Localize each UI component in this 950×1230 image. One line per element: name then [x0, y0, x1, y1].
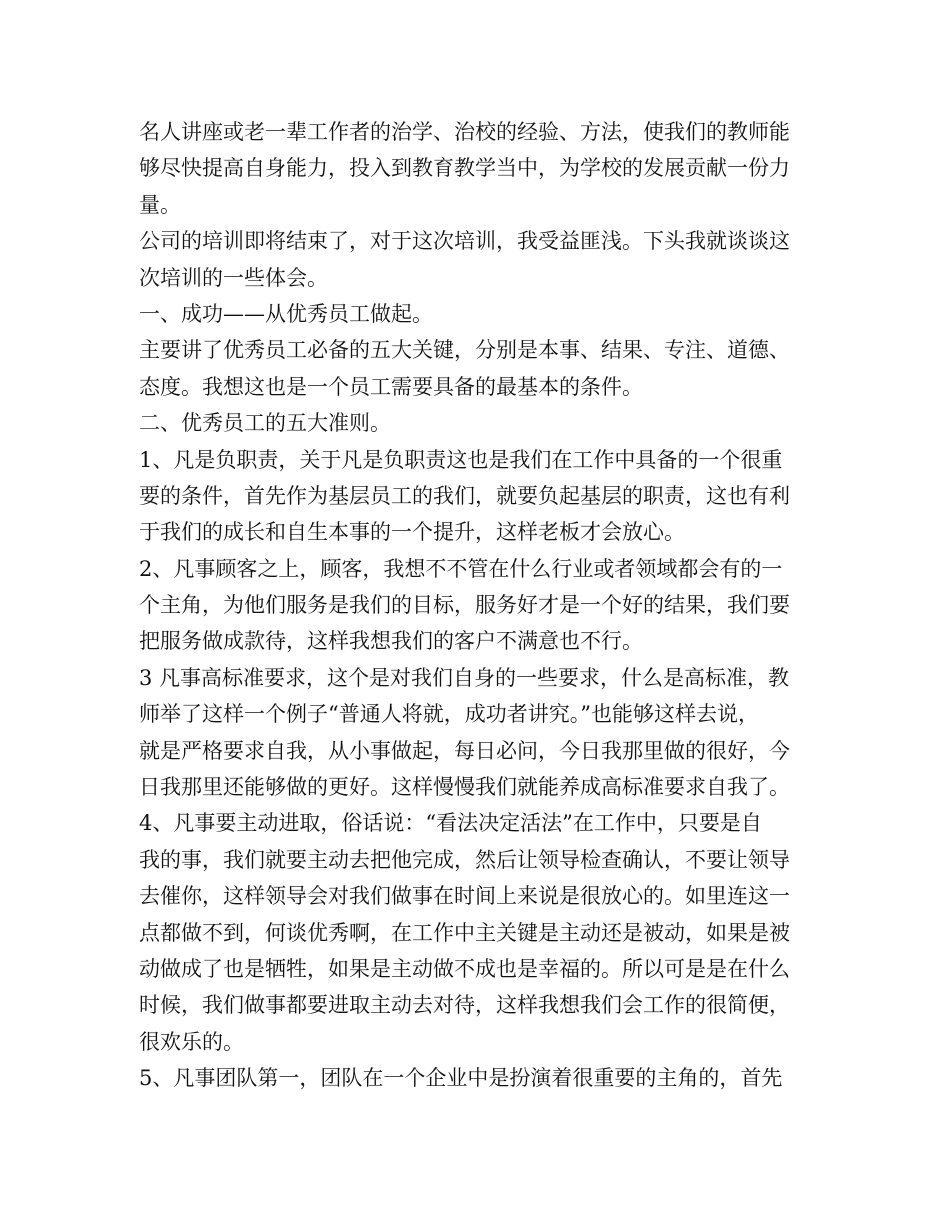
text-line: 名人讲座或老一辈工作者的治学、治校的经验、方法，使我们的教师能 [139, 120, 790, 144]
text-line: 时候，我们做事都要进取主动去对待，这样我想我们会工作的很简便， [139, 993, 790, 1018]
text-line: 去催你，这样领导会对我们做事在时间上来说是很放心的。如里连这一 [139, 884, 790, 909]
text-line: 态度。我想这也是一个员工需要具备的最基本的条件。 [139, 374, 643, 399]
text-line: 够尽快提高自身能力，投入到教育教学当中，为学校的发展贡献一份力 [139, 156, 790, 181]
text-line: 日我那里还能够做的更好。这样慢慢我们就能养成高标准要求自我了。 [139, 775, 790, 800]
section-heading: 二、优秀员工的五大准则。 [139, 411, 391, 436]
text-line: 把服务做成款待，这样我想我们的客户不满意也不行。 [139, 629, 643, 654]
list-item-line: 2、凡事顾客之上，顾客，我想不不管在什么行业或者领域都会有的一 [139, 556, 783, 581]
text-line: 要的条件，首先作为基层员工的我们，就要负起基层的职责，这也有利 [139, 483, 790, 508]
text-line: 主要讲了优秀员工必备的五大关键，分别是本事、结果、专注、道德、 [139, 338, 790, 363]
text-line: 师举了这样一个例子“普通人将就，成功者讲究。”也能够这样去说， [139, 702, 759, 727]
section-heading: 一、成功——从优秀员工做起。 [139, 301, 433, 326]
text-line: 我的事，我们就要主动去把他完成，然后让领导检查确认，不要让领导 [139, 847, 790, 872]
text-line: 点都做不到，何谈优秀啊，在工作中主关键是主动还是被动，如果是被 [139, 920, 790, 945]
list-item-line: 5、凡事团队第一，团队在一个企业中是扮演着很重要的主角的，首先 [139, 1066, 783, 1091]
text-line: 次培训的一些体会。 [139, 265, 328, 290]
text-line: 动做成了也是牺牲，如果是主动做不成也是幸福的。所以可是是在什么 [139, 956, 790, 981]
list-item-line: 4、凡事要主动进取，俗话说：“看法决定活法”在工作中，只要是自 [139, 811, 762, 836]
text-line: 量。 [139, 192, 181, 217]
list-item-line: 1、凡是负职责，关于凡是负职责这也是我们在工作中具备的一个很重 [139, 447, 783, 472]
text-line: 于我们的成长和自生本事的一个提升，这样老板才会放心。 [139, 520, 685, 545]
body-text [139, 114, 829, 1097]
list-item-line: 3 凡事高标准要求，这个是对我们自身的一些要求，什么是高标准，教 [139, 665, 790, 690]
text-line: 公司的培训即将结束了，对于这次培训，我受益匪浅。下头我就谈谈这 [139, 229, 790, 254]
text-line: 就是严格要求自我，从小事做起，每日必问，今日我那里做的很好，今 [139, 738, 790, 763]
text-line: 很欢乐的。 [139, 1029, 244, 1054]
text-line: 个主角，为他们服务是我们的目标，服务好才是一个好的结果，我们要 [139, 593, 790, 618]
